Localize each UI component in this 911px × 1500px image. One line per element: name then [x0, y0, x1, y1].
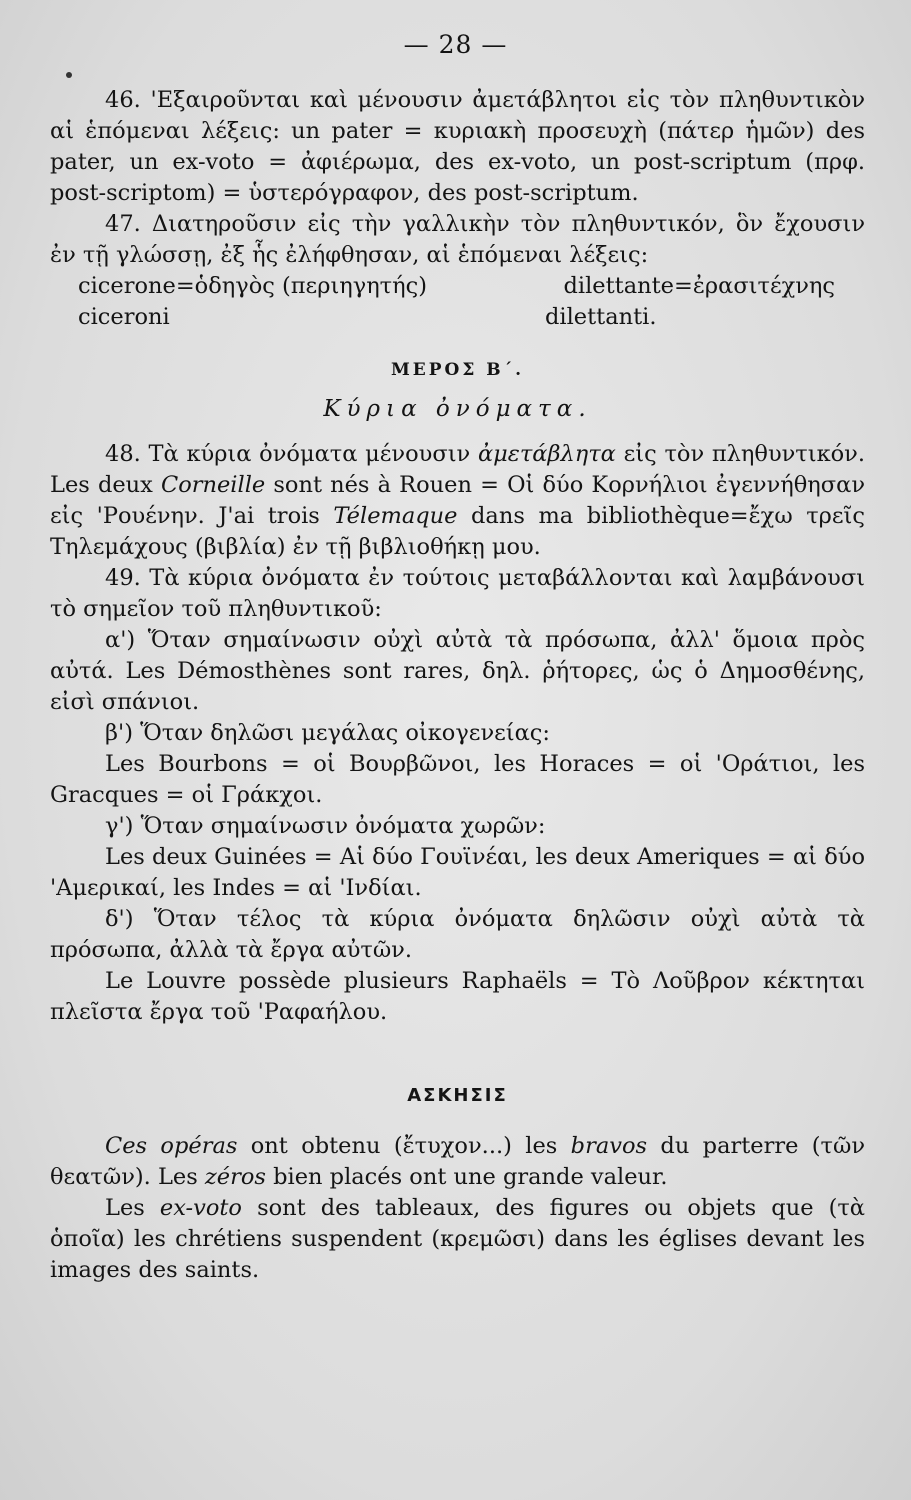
exercise-paragraph-1 — [50, 1131, 865, 1193]
rule-delta-example: Le Louvre possède plusieurs Raphaëls = Τὸ Λοῦβρον κέκτηται πλεῖστα ἔργα τοῦ 'Ραφαήλου. — [50, 968, 865, 1025]
p48-text-3: sont nés à Rouen = Οἱ δύο Κορνήλιοι ἐγεννήθησαν εἰς 'Ρουένην. J'ai trois — [50, 472, 865, 529]
page-number: — 28 — — [403, 30, 508, 59]
p48-italic-3: Télemaque — [333, 503, 458, 529]
paragraph-46: 46. 'Εξαιροῦνται καὶ μένουσιν ἀμετάβλητοι εἰς τὸν πληθυντικὸν αἱ ἑπόμεναι λέξεις: un pater = κυριακὴ προσευχὴ (πάτερ ἡμῶν) des pater, un ex-voto = ἀφιέρωμα, des ex-voto, un post-scriptum (πρφ. post-scriptom) = ὑστερόγραφον, des post-scriptum. — [50, 87, 865, 206]
rule-beta-example: Les Bourbons = οἱ Βουρβῶνοι, les Horaces = οἱ 'Οράτιοι, les Gracques = οἱ Γράκχοι. — [50, 751, 865, 808]
section-subtitle: Κύρια ὀνόματα. — [323, 396, 592, 422]
rule-gamma-example: Les deux Guinées = Αἱ δύο Γουϊνέαι, les deux Ameriques = αἱ δύο 'Αμερικαί, les Indes = αἱ 'Ινδίαι. — [50, 844, 865, 901]
rule-delta: δ') Ὅταν τέλος τὰ κύρια ὀνόματα δηλῶσιν οὐχὶ αὐτὰ τὰ πρόσωπα, ἀλλὰ τὰ ἔργα αὐτῶν. — [50, 906, 865, 963]
cicerone-entry: cicerone=ὁδηγὸς (περιηγητής) — [78, 273, 427, 299]
exercise-paragraph-2 — [50, 1193, 865, 1286]
p48-italic-2: Corneille — [160, 472, 266, 498]
page-body — [50, 85, 865, 1286]
dilettante-entry: dilettante=ἐρασιτέχνης — [563, 273, 835, 299]
rule-gamma: γ') Ὅταν σημαίνωσιν ὀνόματα χωρῶν: — [105, 813, 546, 839]
rule-alpha: α') Ὅταν σημαίνωσιν οὐχὶ αὐτὰ τὰ πρόσωπα, ἀλλ' ὅμοια πρὸς αὐτά. Les Démosthènes sont rares, δηλ. ῥήτορες, ὡς ὁ Δημοσθένης, εἰσὶ σπάνιοι. — [50, 627, 865, 715]
p48-italic-1: ἀμετάβλητα — [477, 441, 616, 467]
ex1-italic-1: Ces opéras — [105, 1133, 238, 1159]
paragraph-48 — [50, 439, 865, 563]
ex1-text-2: du parterre (τῶν θεατῶν). Les — [50, 1133, 866, 1190]
rule-beta: β') Ὅταν δηλῶσι μεγάλας οἰκογενείας: — [105, 720, 550, 746]
ink-speck — [66, 72, 72, 78]
p48-text-4: dans ma bibliothèque=ἔχω τρεῖς Τηλεμάχους (βιβλία) ἐν τῇ βιβλιοθήκῃ μου. — [50, 503, 865, 560]
exercise-heading: ΑΣΚΗΣΙΣ — [407, 1085, 508, 1106]
ciceroni-entry: ciceroni — [78, 304, 170, 330]
ex1-text-1: ont obtenu (ἔτυχον...) les — [250, 1133, 558, 1159]
word-pair-row-2 — [50, 302, 865, 333]
p48-text-2: εἰς τὸν πληθυντικόν. Les deux — [50, 441, 866, 498]
section-heading: ΜΕΡΟΣ Β΄. — [390, 360, 525, 380]
ex1-text-3: bien placés ont une grande valeur. — [273, 1164, 668, 1190]
ex1-italic-2: bravos — [570, 1133, 648, 1159]
word-pair-row-1 — [50, 271, 865, 302]
paragraph-47: 47. Διατηροῦσιν εἰς τὴν γαλλικὴν τὸν πληθυντικόν, ὃν ἔχουσιν ἐν τῇ γλώσσῃ, ἐξ ἧς ἐλήφθησαν, αἱ ἑπόμεναι λέξεις: — [50, 211, 865, 268]
dilettanti-entry: dilettanti. — [545, 304, 657, 330]
p48-text-1: 48. Τὰ κύρια ὀνόματα μένουσιν — [105, 441, 471, 467]
ex2-text-2: sont des tableaux, des figures ou objets que (τὰ ὁποῖα) les chrétiens suspendent (κρεμῶσι) dans les églises devant les images des saints. — [50, 1195, 866, 1283]
ex1-italic-3: zéros — [204, 1164, 266, 1190]
ex2-italic-1: ex-voto — [159, 1195, 242, 1221]
paragraph-49: 49. Τὰ κύρια ὀνόματα ἐν τούτοις μεταβάλλονται καὶ λαμβάνουσι τὸ σημεῖον τοῦ πληθυντικοῦ: — [50, 565, 865, 622]
ex2-text-1: Les — [105, 1195, 145, 1221]
